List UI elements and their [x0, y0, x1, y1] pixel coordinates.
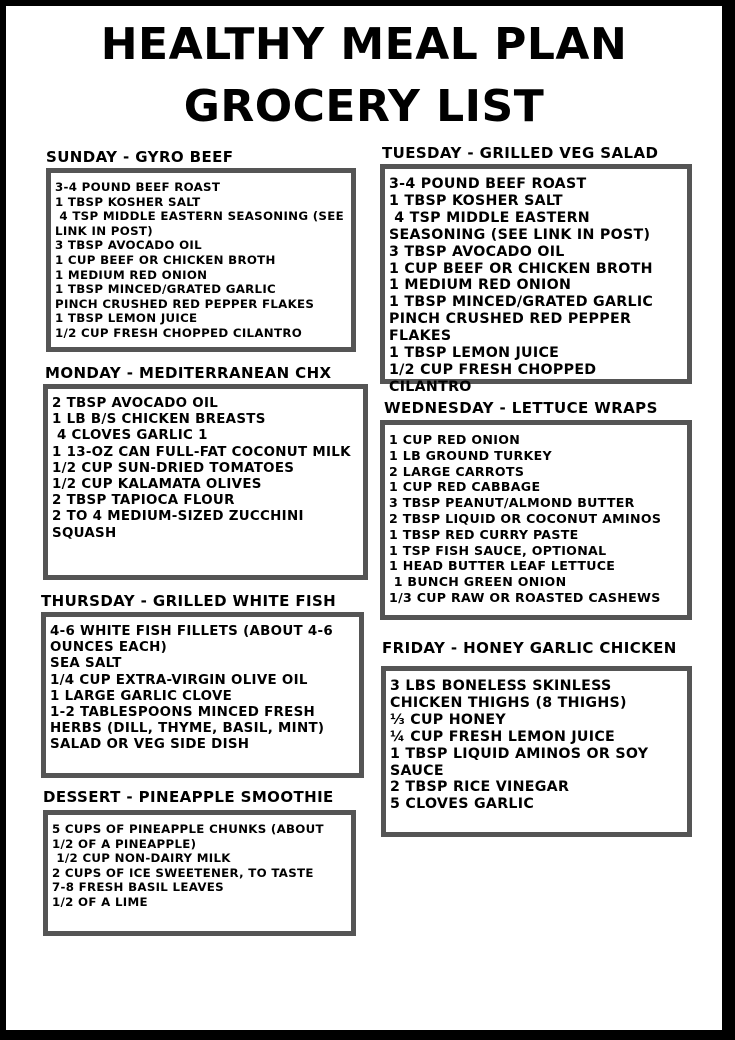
list-item: 4 TSP MIDDLE EASTERN SEASONING (SEE LINK IN POST) — [389, 209, 651, 243]
monday-heading: MONDAY - MEDITERRANEAN CHX — [45, 364, 332, 382]
tuesday-heading: TUESDAY - GRILLED VEG SALAD — [382, 144, 659, 162]
list-item: 1/2 CUP NON-DAIRY MILK — [52, 851, 231, 866]
list-item: 1 13-OZ CAN FULL-FAT COCONUT MILK — [52, 444, 351, 460]
list-item: 2 TBSP LIQUID OR COCONUT AMINOS — [389, 510, 662, 526]
list-item: 1/2 CUP FRESH CHOPPED CILANTRO — [389, 361, 602, 395]
page-title-line-1: HEALTHY MEAL PLAN — [100, 19, 628, 70]
list-item: 2 TBSP AVOCADO OIL — [52, 396, 219, 411]
list-item: ¼ CUP FRESH LEMON JUICE — [390, 728, 616, 745]
grocery-list-page — [6, 6, 722, 1030]
friday-heading: FRIDAY - HONEY GARLIC CHICKEN — [382, 639, 677, 657]
sunday-list — [55, 180, 347, 341]
list-item: 1/2 CUP KALAMATA OLIVES — [52, 477, 262, 493]
list-item: 1 TBSP LEMON JUICE — [389, 345, 560, 362]
list-item: 3 TBSP PEANUT/ALMOND BUTTER — [389, 495, 635, 511]
friday-box — [381, 666, 692, 837]
tuesday-list — [389, 176, 683, 396]
sunday-heading: SUNDAY - GYRO BEEF — [46, 148, 234, 166]
wednesday-list — [389, 432, 683, 606]
list-item: 1/2 CUP SUN-DRIED TOMATOES — [52, 460, 295, 476]
wednesday-box — [380, 420, 692, 620]
list-item: 1 HEAD BUTTER LEAF LETTUCE — [389, 558, 616, 574]
list-item: 1/3 CUP RAW OR ROASTED CASHEWS — [389, 589, 661, 605]
list-item: 5 CUPS OF PINEAPPLE CHUNKS (ABOUT 1/2 OF A PINEAPPLE) — [52, 822, 329, 851]
list-item: 1 LB B/S CHICKEN BREASTS — [52, 412, 266, 428]
sunday-box — [46, 168, 356, 352]
dessert-heading: DESSERT - PINEAPPLE SMOOTHIE — [43, 788, 334, 806]
list-item: 1 TBSP MINCED/GRATED GARLIC — [389, 294, 654, 311]
list-item: ⅓ CUP HONEY — [390, 711, 506, 728]
list-item: 1 LB GROUND TURKEY — [389, 447, 552, 463]
list-item: SALAD OR VEG SIDE DISH — [50, 737, 250, 753]
list-item: 1 MEDIUM RED ONION — [389, 277, 572, 294]
list-item: 1 TBSP LIQUID AMINOS OR SOY SAUCE — [390, 745, 654, 779]
list-item: 1 LARGE GARLIC CLOVE — [50, 688, 233, 704]
list-item: 3-4 POUND BEEF ROAST — [55, 180, 221, 194]
dessert-box — [43, 810, 356, 936]
thursday-box — [41, 612, 364, 778]
thursday-heading: THURSDAY - GRILLED WHITE FISH — [41, 592, 337, 610]
list-item: 1 BUNCH GREEN ONION — [389, 574, 567, 590]
list-item: 2 CUPS OF ICE SWEETENER, TO TASTE — [52, 865, 314, 880]
list-item: 2 TO 4 MEDIUM-SIZED ZUCCHINI SQUASH — [52, 509, 309, 541]
list-item: SEA SALT — [50, 656, 122, 672]
friday-list — [390, 678, 683, 813]
list-item: 1/4 CUP EXTRA-VIRGIN OLIVE OIL — [50, 672, 308, 688]
list-item: 5 CLOVES GARLIC — [390, 796, 535, 813]
list-item: 4 TSP MIDDLE EASTERN SEASONING (SEE LINK IN POST) — [55, 209, 349, 238]
list-item: 1/2 OF A LIME — [52, 894, 148, 909]
list-item: 1 CUP RED CABBAGE — [389, 479, 541, 495]
list-item: 7-8 FRESH BASIL LEAVES — [52, 880, 224, 895]
list-item: 2 TBSP TAPIOCA FLOUR — [52, 493, 235, 509]
list-item: 3 TBSP AVOCADO OIL — [389, 243, 565, 260]
list-item: PINCH CRUSHED RED PEPPER FLAKES — [55, 296, 315, 311]
list-item: 1 TSP FISH SAUCE, OPTIONAL — [389, 542, 607, 558]
monday-list — [52, 396, 359, 542]
list-item: 1/2 CUP FRESH CHOPPED CILANTRO — [55, 325, 303, 340]
list-item: 1 TBSP KOSHER SALT — [55, 194, 201, 209]
list-item: 3-4 POUND BEEF ROAST — [389, 176, 587, 192]
page-title-line-2: GROCERY LIST — [183, 81, 545, 132]
list-item: 1 CUP RED ONION — [389, 432, 521, 447]
monday-box — [43, 384, 368, 580]
list-item: 1 TBSP LEMON JUICE — [55, 311, 198, 326]
list-item: 4-6 WHITE FISH FILLETS (ABOUT 4-6 OUNCES EACH) — [50, 624, 338, 656]
tuesday-box — [380, 164, 692, 395]
list-item: PINCH CRUSHED RED PEPPER FLAKES — [389, 311, 637, 345]
list-item: 3 TBSP AVOCADO OIL — [55, 238, 202, 253]
list-item: 1 MEDIUM RED ONION — [55, 267, 208, 282]
list-item: 1 TBSP MINCED/GRATED GARLIC — [55, 282, 276, 297]
list-item: 1 TBSP RED CURRY PASTE — [389, 526, 579, 542]
list-item: 4 CLOVES GARLIC 1 — [52, 428, 208, 444]
list-item: 1 CUP BEEF OR CHICKEN BROTH — [55, 252, 276, 267]
list-item: 1 TBSP KOSHER SALT — [389, 192, 563, 209]
list-item: 2 TBSP RICE VINEGAR — [390, 779, 570, 796]
list-item: 2 LARGE CARROTS — [389, 463, 525, 479]
thursday-list — [50, 624, 355, 754]
wednesday-heading: WEDNESDAY - LETTUCE WRAPS — [384, 399, 658, 417]
dessert-list — [52, 822, 347, 910]
list-item: 1 CUP BEEF OR CHICKEN BROTH — [389, 260, 653, 277]
list-item: 3 LBS BONELESS SKINLESS CHICKEN THIGHS (8 THIGHS) — [390, 678, 627, 711]
list-item: 1-2 TABLESPOONS MINCED FRESH HERBS (DILL, THYME, BASIL, MINT) — [50, 705, 325, 737]
